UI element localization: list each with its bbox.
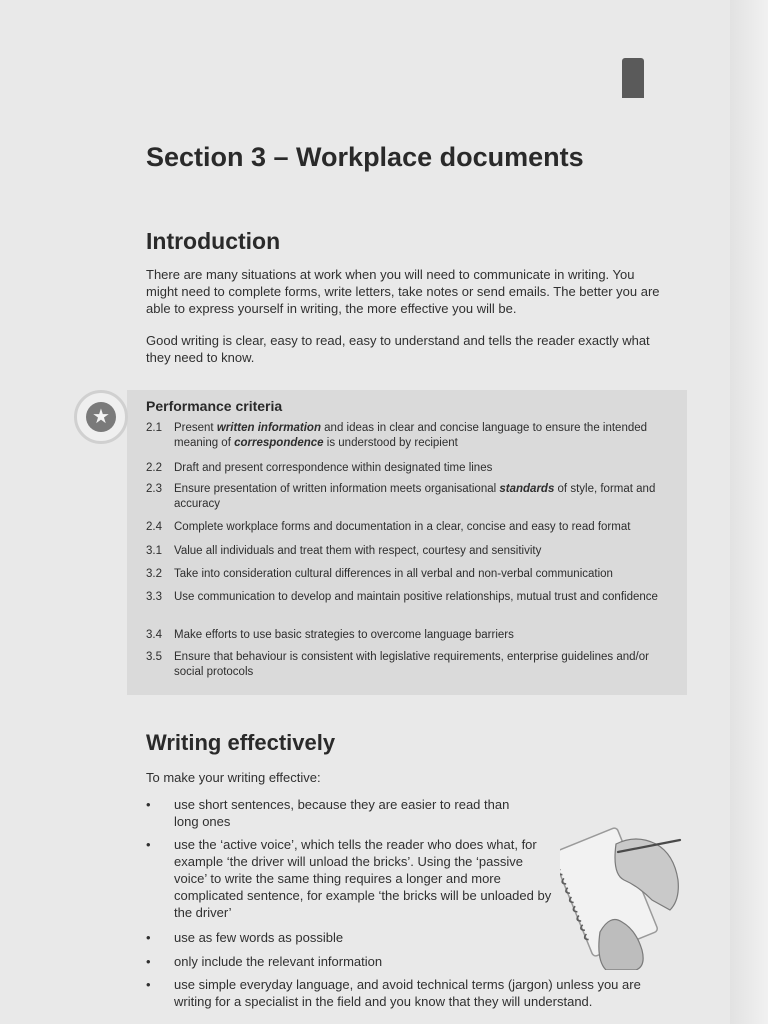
list-item [146, 929, 546, 946]
introduction-heading: Introduction [146, 228, 281, 254]
list-item-text: use as few words as possible [174, 930, 344, 945]
bullet-marker: • [146, 930, 151, 945]
criterion-text: Value all individuals and treat them with respect, courtesy and sensitivity [174, 545, 542, 557]
criterion-number: 3.4 [146, 629, 162, 641]
hand-writing-notepad-icon [560, 822, 684, 970]
criterion-number: 2.4 [146, 521, 162, 533]
criterion-item [146, 482, 681, 512]
criterion-item [146, 461, 681, 476]
criterion-number: 2.3 [146, 483, 162, 495]
bullet-marker: • [146, 977, 151, 992]
star-badge-icon: ★ [74, 390, 128, 444]
list-item [146, 953, 546, 970]
list-item [146, 976, 676, 1010]
criterion-item [146, 567, 681, 582]
criterion-number: 2.2 [146, 462, 162, 474]
criterion-number: 3.1 [146, 545, 162, 557]
criterion-text: Draft and present correspondence within designated time lines [174, 462, 493, 474]
list-item-text: only include the relevant information [174, 954, 383, 969]
criterion-item [146, 590, 681, 605]
page-corner-tab [622, 58, 644, 98]
list-item-text: use the ‘active voice’, which tells the reader who does what, for example ‘the driver will unload the bricks’. Using the ‘passive voice’ to write the same thing requires a longer and more complicated sentence, for example ‘the bricks will be unloaded by the driver’ [174, 837, 552, 920]
bullet-marker: • [146, 954, 151, 969]
criterion-item [146, 650, 681, 680]
writing-effectively-heading: Writing effectively [146, 730, 336, 755]
criterion-text: Present written information and ideas in clear and concise language to ensure the intended meaning of correspondence is understood by recipient [174, 422, 648, 449]
criterion-item [146, 421, 681, 451]
criterion-number: 3.5 [146, 651, 162, 663]
criterion-number: 3.2 [146, 568, 162, 580]
performance-criteria-heading: Performance criteria [146, 398, 283, 414]
scan-page-edge [730, 0, 768, 1024]
section-title: Section 3 – Workplace documents [146, 142, 584, 172]
list-item [146, 796, 536, 830]
criterion-item [146, 628, 681, 643]
introduction-paragraph: Good writing is clear, easy to read, easy to understand and tells the reader exactly what they need to know. [146, 333, 650, 365]
bullet-marker: • [146, 837, 151, 852]
criterion-number: 2.1 [146, 422, 162, 434]
criterion-item [146, 520, 681, 535]
writing-intro-line: To make your writing effective: [146, 770, 321, 785]
bullet-marker: • [146, 797, 151, 812]
introduction-paragraph: There are many situations at work when you will need to communicate in writing. You might need to complete forms, write letters, take notes or send emails. The better you are able to express yourself in writing, the more effective you will be. [146, 267, 660, 316]
criterion-text: Complete workplace forms and documentation in a clear, concise and easy to read format [174, 521, 631, 533]
criterion-item [146, 544, 681, 559]
criterion-text: Make efforts to use basic strategies to overcome language barriers [174, 629, 514, 641]
criterion-number: 3.3 [146, 591, 162, 603]
criterion-text: Use communication to develop and maintain positive relationships, mutual trust and confidence [174, 591, 658, 603]
criterion-text: Take into consideration cultural differences in all verbal and non-verbal communication [174, 568, 613, 580]
criterion-text: Ensure presentation of written information meets organisational standards of style, format and accuracy [174, 483, 656, 510]
criterion-text: Ensure that behaviour is consistent with legislative requirements, enterprise guidelines and/or social protocols [174, 651, 649, 678]
list-item [146, 836, 556, 921]
list-item-text: use simple everyday language, and avoid technical terms (jargon) unless you are writing for a specialist in the field and you know that they will understand. [174, 977, 641, 1009]
list-item-text: use short sentences, because they are easier to read than long ones [174, 797, 510, 829]
